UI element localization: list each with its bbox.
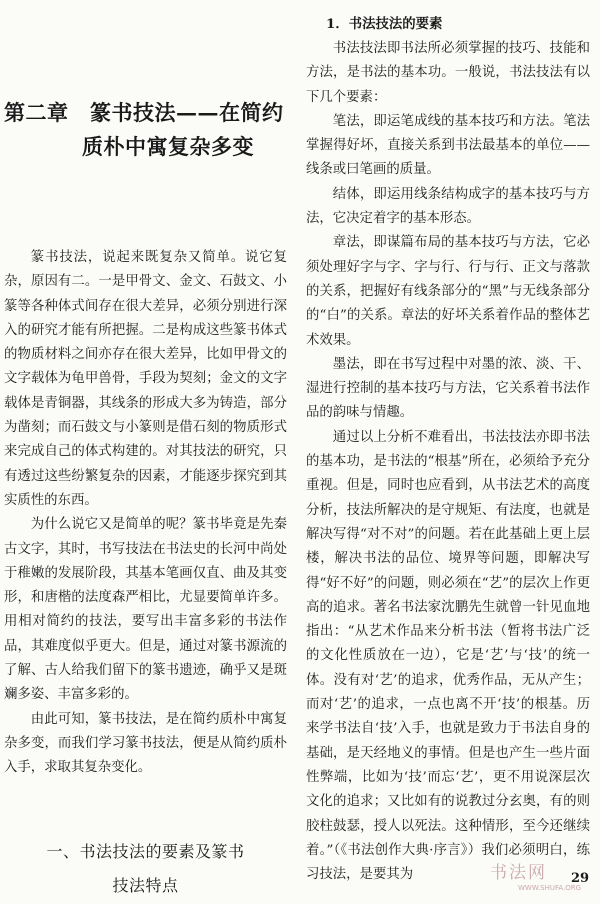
intro-text — [4, 246, 287, 781]
subsection-heading: 1．书法技法的要素 — [326, 16, 443, 32]
left-column — [4, 0, 287, 903]
section-title-line2: 技法特点 — [112, 875, 179, 895]
paragraph: 通过以上分析不难看出，书法技法亦即书法的基本功，是书法的“根基”所在，必须给予充分重视。但是，同时也应看到，从书法艺术的高度分析，技法所解决的是守规矩、有法度，也就是解决写得“对不对”的问题。若在此基础上更上层楼，解决书法的品位、境界等问题，即解决写得“好不好”的问题，则必须在“艺”的层次上作更高的追求。著名书法家沈鹏先生就曾一针见血地指出：“从艺术作品来分析书法（暂将书法广泛的文化性质放在一边），它是‘艺’与‘技’的统一体。没有对‘艺’的追求，优秀作品，无从产生；而对‘艺’的追求，一点也离不开‘技’的根基。历来学书法自‘技’入手，也就是致力于书法自身的基础，是天经地义的事情。但是也产生一些片面性弊端，比如为‘技’而忘‘艺’，更不用说深层次文化的追求；又比如有的说教过分玄奥，有的则胶柱鼓瑟，授人以死法。这种情形，至今还继续着。”（《书法创作大典·序言》）我们必须明白，练习技法，是要其为 — [306, 429, 590, 883]
section-title-line1: 一、书法技法的要素及篆书 — [46, 841, 245, 861]
paragraph: 墨法，即在书写过程中对墨的浓、淡、干、湿进行控制的基本技巧与方法，它关系着书法作品的韵味与情趣。 — [306, 356, 590, 421]
paragraph: 结体，即运用线条结构成字的基本技巧与方法，它决定着字的基本形态。 — [306, 186, 590, 227]
chapter-title-line2: 质朴中寓复杂多变 — [82, 134, 254, 159]
chapter-title-line1: 第二章 篆书技法——在简约 — [4, 100, 284, 125]
section-title — [4, 835, 287, 903]
watermark-text: 书法网 — [490, 863, 547, 883]
paragraph: 为什么说它又是简单的呢？篆书毕竟是先秦古文字，其时，书写技法在书法史的长河中尚处于稚嫩的发展阶段，其基本笔画仅直、曲及其变形，和唐楷的法度森严相比，尤显要简单许多。用相对简约的技法，要写出丰富多彩的书法作品，其难度似乎更大。但是，通过对篆书源流的了解、古人给我们留下的篆书遗迹，确乎又是斑斓多姿、丰富多彩的。 — [4, 517, 287, 703]
paragraph: 由此可知，篆书技法，是在简约质朴中寓复杂多变，而我们学习篆书技法，便是从简约质朴入手，求取其复杂变化。 — [4, 711, 287, 776]
paragraph: 笔法，即运笔成线的基本技巧和方法。笔法掌握得好坏，直接关系到书法最基本的单位——线条或曰笔画的质量。 — [306, 113, 590, 178]
page-number: 29 — [571, 871, 590, 886]
chapter-title — [4, 96, 287, 164]
paragraph: 篆书技法，说起来既复杂又简单。说它复杂，原因有二。一是甲骨文、金文、石鼓文、小篆等各种体式间存在很大差异，必须分别进行深入的研究才能有所把握。二是构成这些篆书体式的物质材料之间亦存在很大差异，比如甲骨文的文字载体为龟甲兽骨，手段为契刻；金文的文字载体是青铜器，其线条的形成大多为铸造，部分为凿刻；而石鼓文与小篆则是借石刻的物质形式来完成自己的体式构建的。对其技法的研究，只有透过这些纷繁复杂的因素，才能逐步探究到其实质性的东西。 — [4, 250, 287, 508]
paragraph: 书法技法即书法所必须掌握的技巧、技能和方法，是书法的基本功。一般说，书法技法有以下几个要素： — [306, 41, 590, 105]
right-column — [306, 14, 590, 887]
paragraph: 章法，即谋篇布局的基本技巧与方法，它必须处理好字与字、字与行、行与行、正文与落款的关系，把握好有线条部分的“黑”与无线条部分的“白”的关系。章法的好坏关系着作品的整体艺术效果。 — [306, 235, 590, 348]
watermark-url: WWW.SHUFA.ORG — [518, 884, 582, 892]
